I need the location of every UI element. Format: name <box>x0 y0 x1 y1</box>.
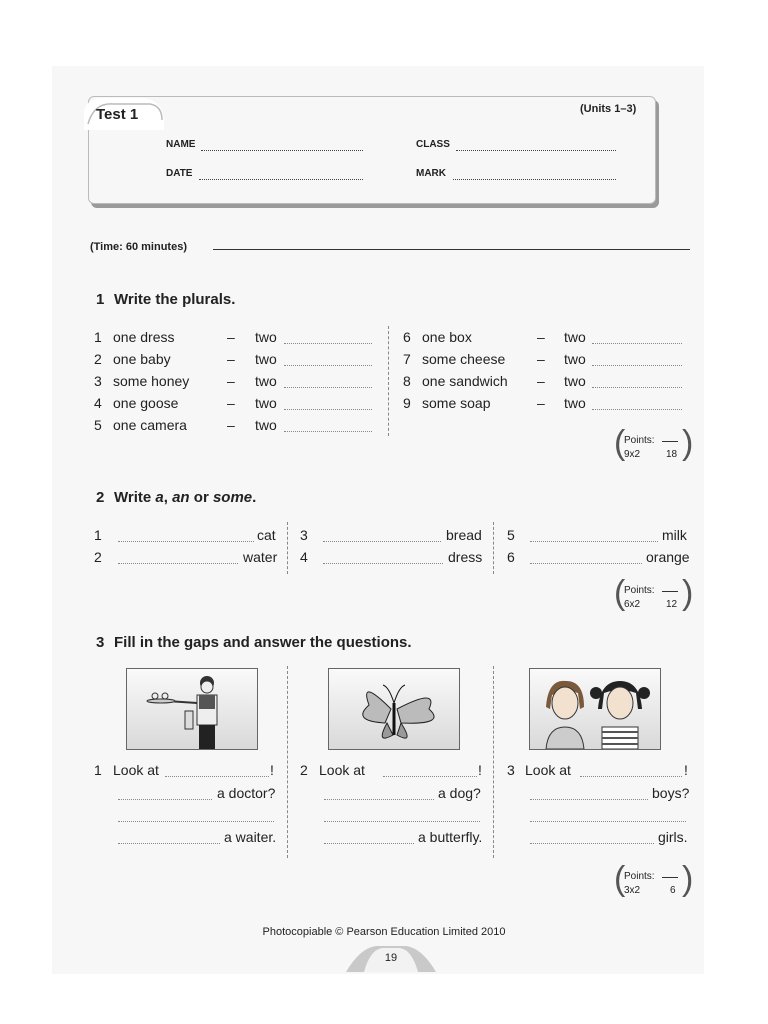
section2-points-box: ( ) Points: 6x2 12 <box>614 574 694 612</box>
s1-item-word: one goose <box>113 395 179 411</box>
s1-item-two: two <box>255 329 277 345</box>
s3-answer-blank[interactable] <box>118 821 274 822</box>
s1-answer-blank[interactable] <box>592 409 682 410</box>
s1-item-two: two <box>255 351 277 367</box>
s1-answer-blank[interactable] <box>592 343 682 344</box>
date-field[interactable] <box>199 179 363 180</box>
section2-title: Write a, an or some. <box>114 489 257 506</box>
s2-divider-1 <box>287 522 288 574</box>
name-field[interactable] <box>201 150 363 151</box>
section1-points-box: ( ) Points: 9x2 18 <box>614 424 694 462</box>
points-line <box>662 591 678 592</box>
s1-item-num: 8 <box>403 373 411 389</box>
s1-answer-blank[interactable] <box>592 387 682 388</box>
s1-item-dash: – <box>227 417 235 433</box>
girls-illustration <box>530 669 660 749</box>
s1-item-dash: – <box>227 373 235 389</box>
points-label: Points: <box>624 585 655 596</box>
name-label: NAME <box>166 139 196 150</box>
s1-item-num: 9 <box>403 395 411 411</box>
mark-label: MARK <box>416 168 446 179</box>
section1-number: 1 <box>96 291 105 308</box>
s3-answer-blank[interactable] <box>530 821 686 822</box>
s1-item-dash: – <box>537 351 545 367</box>
s2-answer-blank[interactable] <box>118 541 254 542</box>
s3-item-num: 3 <box>507 762 515 778</box>
s2-answer-blank[interactable] <box>323 541 441 542</box>
s1-item-word: some cheese <box>422 351 506 367</box>
s1-item-num: 5 <box>94 417 102 433</box>
butterfly-illustration <box>329 669 459 749</box>
points-total: 6 <box>670 885 676 896</box>
class-field[interactable] <box>456 150 616 151</box>
s3-divider-1 <box>287 666 288 858</box>
s1-item-word: one camera <box>113 417 187 433</box>
s1-item-word: one box <box>422 329 472 345</box>
points-line <box>662 441 678 442</box>
s2-item-num: 2 <box>94 549 102 565</box>
time-label: (Time: 60 minutes) <box>90 241 187 253</box>
s3-answer-blank[interactable] <box>324 799 434 800</box>
points-total: 18 <box>666 449 678 460</box>
points-label: Points: <box>624 435 655 446</box>
s1-item-dash: – <box>537 373 545 389</box>
s3-answer-blank[interactable] <box>118 799 212 800</box>
points-line <box>662 877 678 878</box>
s3-answer-blank[interactable] <box>118 843 220 844</box>
waiter-picture <box>126 668 258 750</box>
s1-answer-blank[interactable] <box>592 365 682 366</box>
s3-answer: a butterfly. <box>418 829 483 845</box>
s2-item-word: water <box>243 549 278 565</box>
points-total: 12 <box>666 599 678 610</box>
section3-number: 3 <box>96 634 105 651</box>
s1-item-two: two <box>564 329 586 345</box>
s3-answer-blank[interactable] <box>530 843 654 844</box>
points-calc: 9x2 <box>624 449 641 460</box>
s2-item-num: 5 <box>507 527 515 543</box>
s1-item-dash: – <box>227 395 235 411</box>
s3-exclaim: ! <box>270 762 274 778</box>
s1-answer-blank[interactable] <box>284 387 372 388</box>
s1-item-word: one dress <box>113 329 175 345</box>
s1-item-two: two <box>564 351 586 367</box>
section2-number: 2 <box>96 489 105 506</box>
s1-item-dash: – <box>537 329 545 345</box>
s1-item-two: two <box>564 395 586 411</box>
s1-item-num: 2 <box>94 351 102 367</box>
s1-column-divider <box>388 326 389 436</box>
page-number: 19 <box>384 952 398 964</box>
s1-answer-blank[interactable] <box>284 409 372 410</box>
points-calc: 6x2 <box>624 599 641 610</box>
s2-item-num: 6 <box>507 549 515 565</box>
test-title: Test 1 <box>96 106 139 123</box>
s1-item-two: two <box>255 417 277 433</box>
girls-picture <box>529 668 661 750</box>
s3-answer-blank[interactable] <box>383 776 477 777</box>
s1-item-num: 6 <box>403 329 411 345</box>
points-label: Points: <box>624 871 655 882</box>
mark-field[interactable] <box>453 179 616 180</box>
s3-answer: a waiter. <box>224 829 277 845</box>
s2-answer-blank[interactable] <box>323 563 443 564</box>
s1-item-num: 3 <box>94 373 102 389</box>
date-label: DATE <box>166 168 193 179</box>
section3-points-box: ( ) Points: 3x2 6 <box>614 860 694 898</box>
s1-item-num: 1 <box>94 329 102 345</box>
s1-answer-blank[interactable] <box>284 365 372 366</box>
s1-item-two: two <box>255 373 277 389</box>
s1-answer-blank[interactable] <box>284 343 372 344</box>
s3-answer-blank[interactable] <box>530 799 648 800</box>
s2-answer-blank[interactable] <box>118 563 238 564</box>
copyright-notice: Photocopiable © Pearson Education Limited 2010 <box>262 926 506 938</box>
s3-answer: girls. <box>658 829 688 845</box>
s2-item-num: 3 <box>300 527 308 543</box>
points-calc: 3x2 <box>624 885 641 896</box>
s1-answer-blank[interactable] <box>284 431 372 432</box>
s1-item-two: two <box>564 373 586 389</box>
s1-item-word: some soap <box>422 395 491 411</box>
s1-item-dash: – <box>227 351 235 367</box>
s1-item-word: some honey <box>113 373 190 389</box>
s2-item-num: 1 <box>94 527 102 543</box>
s3-question: a dog? <box>438 785 481 801</box>
s3-look-at: Look at <box>113 762 159 778</box>
s1-item-dash: – <box>227 329 235 345</box>
s3-answer-blank[interactable] <box>324 843 414 844</box>
s3-divider-2 <box>493 666 494 858</box>
s1-item-num: 7 <box>403 351 411 367</box>
s3-answer-blank[interactable] <box>165 776 269 777</box>
s3-answer-blank[interactable] <box>580 776 682 777</box>
s1-item-word: one baby <box>113 351 171 367</box>
s3-exclaim: ! <box>684 762 688 778</box>
s3-question: boys? <box>652 785 690 801</box>
s2-item-word: orange <box>646 549 690 565</box>
units-label: (Units 1–3) <box>580 103 637 115</box>
time-rule <box>213 249 690 250</box>
class-label: CLASS <box>416 139 450 150</box>
waiter-illustration <box>127 669 257 749</box>
s3-exclaim: ! <box>478 762 482 778</box>
section3-title: Fill in the gaps and answer the questions. <box>114 634 412 651</box>
s3-look-at: Look at <box>525 762 571 778</box>
s1-item-dash: – <box>537 395 545 411</box>
s2-item-word: bread <box>446 527 482 543</box>
s2-item-word: milk <box>662 527 687 543</box>
s2-item-word: dress <box>448 549 483 565</box>
s3-question: a doctor? <box>217 785 276 801</box>
s3-answer-blank[interactable] <box>324 821 480 822</box>
s2-item-word: cat <box>257 527 276 543</box>
s1-item-word: one sandwich <box>422 373 508 389</box>
s3-look-at: Look at <box>319 762 365 778</box>
s2-divider-2 <box>493 522 494 574</box>
s2-answer-blank[interactable] <box>530 541 658 542</box>
s1-item-num: 4 <box>94 395 102 411</box>
section1-title: Write the plurals. <box>114 291 236 308</box>
s2-item-num: 4 <box>300 549 308 565</box>
s3-item-num: 2 <box>300 762 308 778</box>
s3-item-num: 1 <box>94 762 102 778</box>
s2-answer-blank[interactable] <box>530 563 642 564</box>
s1-item-two: two <box>255 395 277 411</box>
butterfly-picture <box>328 668 460 750</box>
